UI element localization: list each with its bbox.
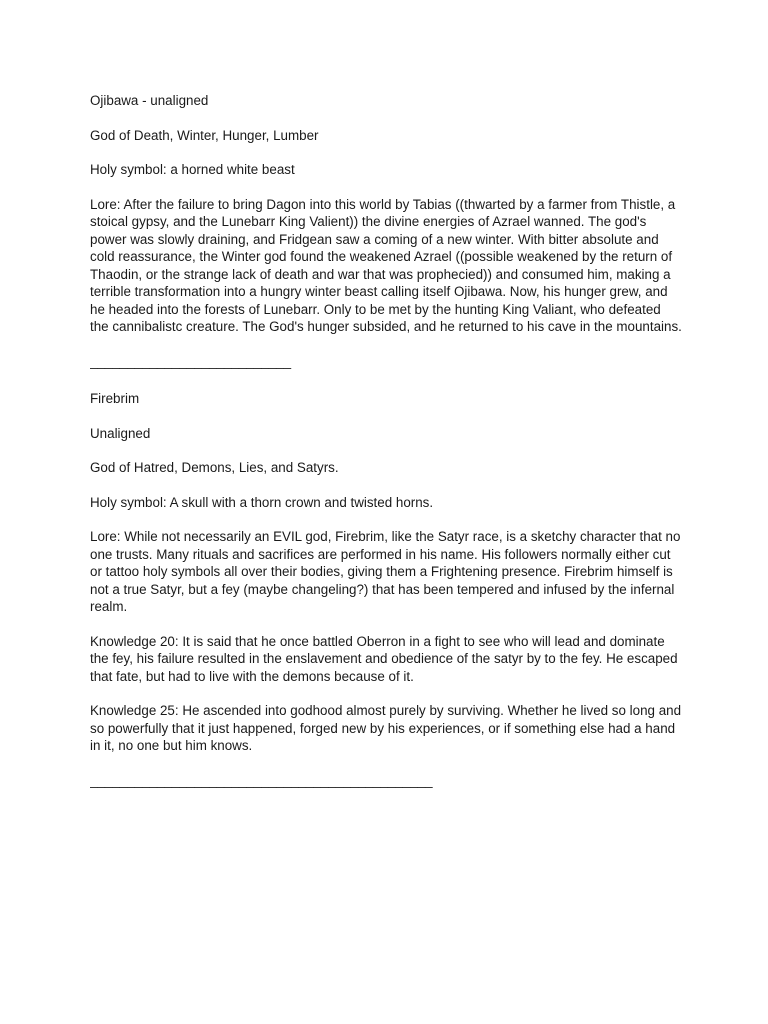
firebrim-holy-symbol: Holy symbol: A skull with a thorn crown and twisted horns. [90, 494, 434, 510]
ojibawa-holy-symbol: Holy symbol: a horned white beast [90, 162, 295, 177]
document-page [90, 92, 682, 789]
ojibawa-domains: God of Death, Winter, Hunger, Lumber [90, 127, 319, 143]
firebrim-knowledge-20: Knowledge 20: It is said that he once battled Oberron in a fight to see who will lead and dominate the fey, his failure resulted in the enslavement and obedience of the satyr by to the fey. He escaped that fate, but had to live with the demons because of it. [90, 633, 678, 684]
section-divider-end: ______________________________________________ [90, 772, 433, 788]
firebrim-domains: God of Hatred, Demons, Lies, and Satyrs. [90, 460, 339, 475]
firebrim-lore: Lore: While not necessarily an EVIL god, Firebrim, like the Satyr race, is a sketchy character that no one trusts. Many rituals and sacrifices are performed in his name. His followers normally either cut or tattoo holy symbols all over their bodies, giving them a Frightening presence. Firebrim himself is not a true Satyr, but a fey (maybe changeling?) that has been tempered and infused by the infernal realm. [90, 529, 681, 614]
ojibawa-lore: Lore: After the failure to bring Dagon into this world by Tabias ((thwarted by a farmer from Thistle, a stoical gypsy, and the Lunebarr King Valient)) the divine energies of Azrael wanned. The god's power was slowly draining, and Fridgean saw a coming of a new winter. With bitter absolute and cold reassurance, the Winter god found the weakened Azrael ((possible weakened by the return of Thaodin, or the strange lack of death and war that was prophecied)) and consumed him, making a terrible transformation into a hungry winter beast calling itself Ojibawa. Now, his hunger grew, and he headed into the forests of Lunebarr. Only to be met by the hunting King Valiant, who defeated the cannibalistc creature. The God's hunger subsided, and he returned to his cave in the mountains. [90, 196, 682, 334]
section-divider: ___________________________ [90, 353, 292, 369]
firebrim-knowledge-25: Knowledge 25: He ascended into godhood almost purely by surviving. Whether he lived so long and so powerfully that it just happened, forged new by his experiences, or if something else had a hand in it, no one but him knows. [90, 703, 682, 753]
firebrim-alignment: Unaligned [90, 425, 151, 441]
firebrim-heading: Firebrim [90, 391, 140, 406]
ojibawa-heading: Ojibawa - unaligned [90, 93, 209, 108]
